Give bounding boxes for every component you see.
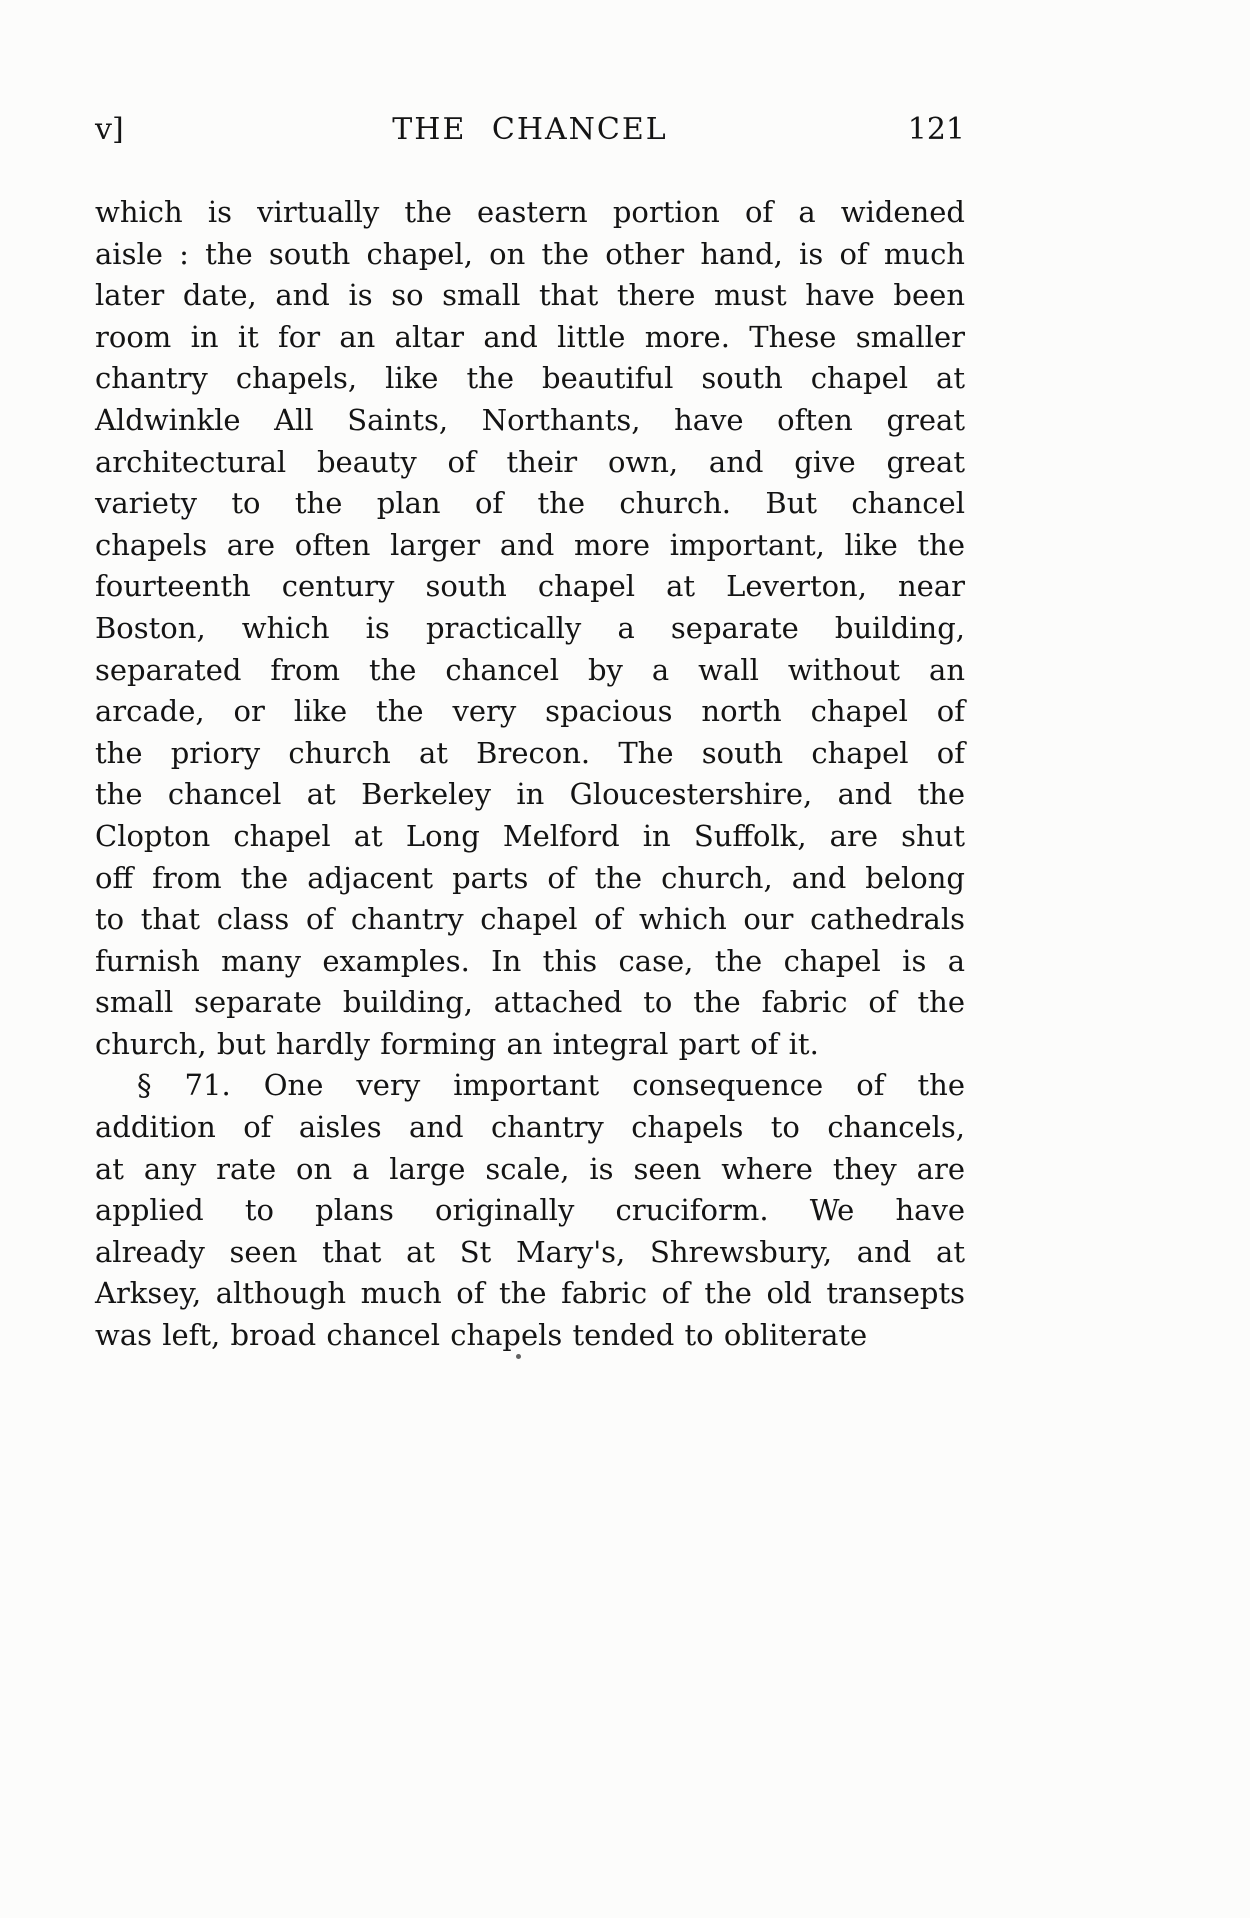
text-line: furnish many examples. In this case, the chapel is a bbox=[95, 943, 965, 978]
signature-mark: v] bbox=[95, 112, 124, 147]
page-number: 121 bbox=[907, 112, 965, 147]
scan-artifact-dot bbox=[516, 1354, 521, 1359]
text-line: variety to the plan of the church. But chancel bbox=[95, 486, 965, 521]
text-line: was left, broad chancel chapels tended to obliterate bbox=[95, 1318, 868, 1353]
text-line: the priory church at Brecon. The south chapel of bbox=[95, 735, 965, 770]
text-line: chapels are often larger and more important, like the bbox=[95, 527, 965, 562]
text-line: architectural beauty of their own, and give great bbox=[95, 444, 965, 479]
text-line: off from the adjacent parts of the church, and belong bbox=[95, 860, 965, 895]
page-content bbox=[95, 112, 965, 1357]
text-line: Boston, which is practically a separate building, bbox=[95, 610, 965, 645]
text-line: § 71. One very important consequence of the bbox=[137, 1068, 965, 1103]
text-line: chantry chapels, like the beautiful south chapel at bbox=[95, 361, 965, 396]
text-line: Arksey, although much of the fabric of the old transepts bbox=[95, 1276, 965, 1311]
text-line: room in it for an altar and little more. These smaller bbox=[95, 319, 965, 354]
text-line: to that class of chantry chapel of which our cathedrals bbox=[95, 902, 965, 937]
text-line: addition of aisles and chantry chapels to chancels, bbox=[95, 1110, 965, 1145]
text-line: Aldwinkle All Saints, Northants, have often great bbox=[95, 402, 965, 437]
text-line: church, but hardly forming an integral part of it. bbox=[95, 1026, 819, 1061]
text-line: arcade, or like the very spacious north chapel of bbox=[95, 694, 965, 729]
page-body bbox=[95, 192, 965, 1357]
text-line: separated from the chancel by a wall without an bbox=[95, 652, 965, 687]
text-line: aisle : the south chapel, on the other hand, is of much bbox=[95, 236, 965, 271]
text-line: small separate building, attached to the fabric of the bbox=[95, 985, 965, 1020]
text-line: later date, and is so small that there must have been bbox=[95, 278, 965, 313]
page-header bbox=[95, 112, 965, 148]
text-line: at any rate on a large scale, is seen where they are bbox=[95, 1151, 965, 1186]
text-line: the chancel at Berkeley in Gloucestershire, and the bbox=[95, 777, 965, 812]
text-line: applied to plans originally cruciform. We have bbox=[95, 1193, 965, 1228]
running-title: THE CHANCEL bbox=[392, 112, 668, 147]
text-line: Clopton chapel at Long Melford in Suffolk, are shut bbox=[95, 818, 965, 853]
text-line: already seen that at St Mary's, Shrewsbury, and at bbox=[95, 1234, 965, 1269]
text-line: fourteenth century south chapel at Leverton, near bbox=[95, 569, 965, 604]
text-line: which is virtually the eastern portion of a widened bbox=[95, 195, 965, 229]
